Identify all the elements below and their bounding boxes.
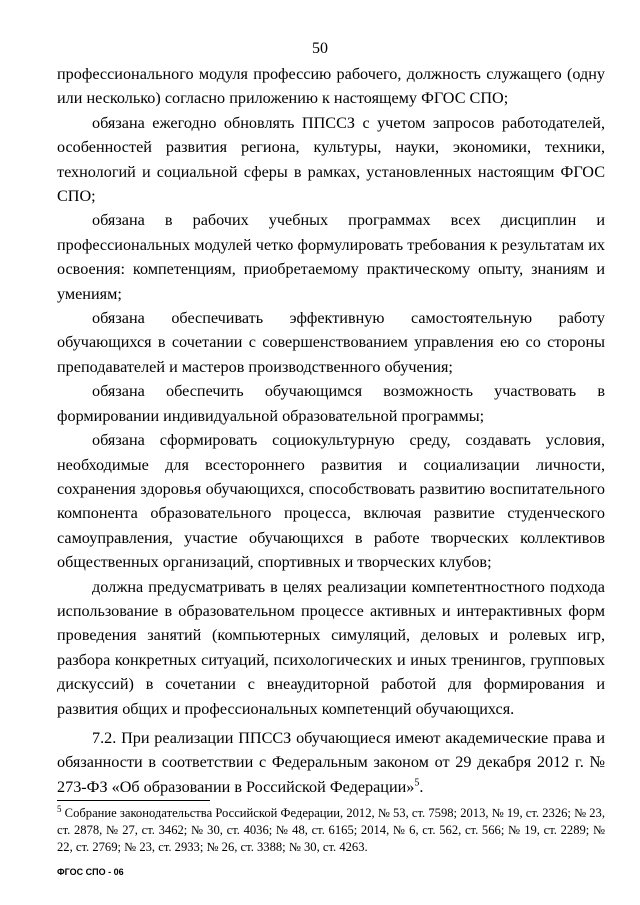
paragraph: обязана обеспечить обучающимся возможность участвовать в формировании индивидуальной образовательной программы; [57, 382, 605, 425]
page-number: 50 [312, 40, 328, 57]
document-label: ФГОС СПО - 06 [57, 867, 124, 877]
footnote-divider [57, 800, 210, 801]
paragraph-end: . [419, 777, 424, 796]
footnote-marker: 5 [57, 803, 62, 814]
body-text [57, 62, 605, 799]
paragraph: профессионального модуля профессию рабочего, должность служащего (одну или несколько) согласно приложению к настоящему ФГОС СПО; [57, 65, 605, 108]
paragraph: должна предусматривать в целях реализации компетентностного подхода использование в образовательном процессе активных и интерактивных форм проведения занятий (компьютерных симуляций, деловых и ролевых игр, разбора конкретных ситуаций, психологических и иных тренингов, групповых дискуссий) в сочетании с внеаудиторной работой для формирования и развития общих и профессиональных компетенций обучающихся. [57, 577, 605, 718]
footnote [57, 805, 605, 856]
footnote-reference[interactable]: 5 [414, 777, 420, 789]
section-paragraph-7-2 [57, 726, 605, 799]
paragraph: обязана сформировать социокультурную среду, создавать условия, необходимые для всестороннего развития и социализации личности, сохранения здоровья обучающихся, способствовать развитию воспитательного компонента образовательного процесса, включая развитие студенческого самоуправления, участие обучающихся в работе творческих коллективов общественных организаций, спортивных и творческих клубов; [57, 431, 605, 572]
paragraph: обязана в рабочих учебных программах всех дисциплин и профессиональных модулей четко формулировать требования к результатам их освоения: компетенциям, приобретаемому практическому опыту, знаниям и умениям; [57, 211, 605, 303]
paragraph: обязана обеспечивать эффективную самостоятельную работу обучающихся в сочетании с совершенствованием управления ею со стороны преподавателей и мастеров производственного обучения; [57, 309, 605, 376]
paragraph: обязана ежегодно обновлять ППССЗ с учетом запросов работодателей, особенностей развития региона, культуры, науки, экономики, техники, технологий и социальной сферы в рамках, установленных настоящим ФГОС СПО; [57, 113, 605, 206]
paragraph-text: 7.2. При реализации ППССЗ обучающиеся имеют академические права и обязанности в соответствии с Федеральным законом от 29 декабря 2012 г. № 273-ФЗ «Об образовании в Российской Федерации» [57, 728, 605, 796]
footnote-text: Собрание законодательства Российской Федерации, 2012, № 53, ст. 7598; 2013, № 19, ст. 2326; № 23, ст. 2878, № 27, ст. 3462; № 30, ст. 4036; № 48, ст. 6165; 2014, № 6, ст. 562, ст. 566; № 19, ст. 2289; № 22, ст. 2769; № 23, ст. 2933; № 26, ст. 3388; № 30, ст. 4263. [57, 806, 606, 854]
